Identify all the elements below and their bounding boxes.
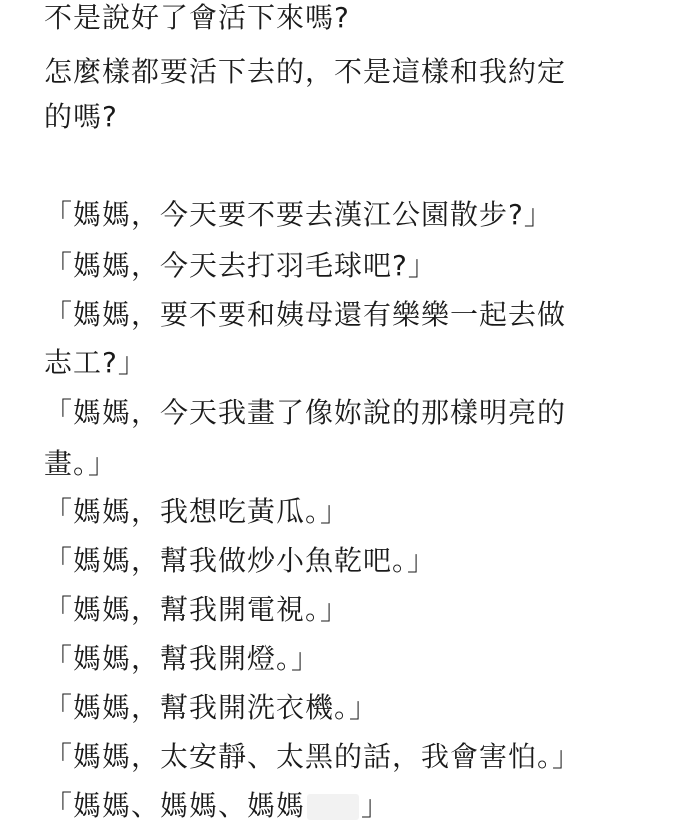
dialogue-line-4: 「媽媽，今天我畫了像妳說的那樣明亮的 <box>44 396 567 429</box>
dialogue-line-10: 「媽媽，太安靜、太黑的話，我會害怕。」 <box>44 740 582 773</box>
dialogue-line-1: 「媽媽，今天要不要去漢江公園散步?」 <box>44 198 553 231</box>
blurred-region <box>307 794 359 820</box>
dialogue-line-9: 「媽媽，幫我開洗衣機。」 <box>44 691 379 724</box>
dialogue-line-11 <box>44 790 390 822</box>
dialogue-line-3: 「媽媽，要不要和姨母還有樂樂一起去做 <box>44 298 567 331</box>
paragraph-line-3: 的嗎? <box>44 100 118 133</box>
paragraph-line-2: 怎麼樣都要活下去的，不是這樣和我約定 <box>44 55 567 88</box>
dialogue-line-3-cont: 志工?」 <box>44 346 147 379</box>
dialogue-line-7: 「媽媽，幫我開電視。」 <box>44 593 350 626</box>
dialogue-line-2: 「媽媽，今天去打羽毛球吧?」 <box>44 249 437 282</box>
dialogue-line-8: 「媽媽，幫我開燈。」 <box>44 642 321 675</box>
dialogue-line-5: 「媽媽，我想吃黃瓜。」 <box>44 495 350 528</box>
dialogue-line-11-close: 」 <box>361 789 391 822</box>
dialogue-line-4-cont: 畫。」 <box>44 447 118 480</box>
dialogue-line-11-text: 「媽媽、媽媽、媽媽 <box>44 789 306 822</box>
paragraph-line-1: 不是說好了會活下來嗎? <box>44 1 350 34</box>
dialogue-line-6: 「媽媽，幫我做炒小魚乾吧。」 <box>44 544 437 577</box>
